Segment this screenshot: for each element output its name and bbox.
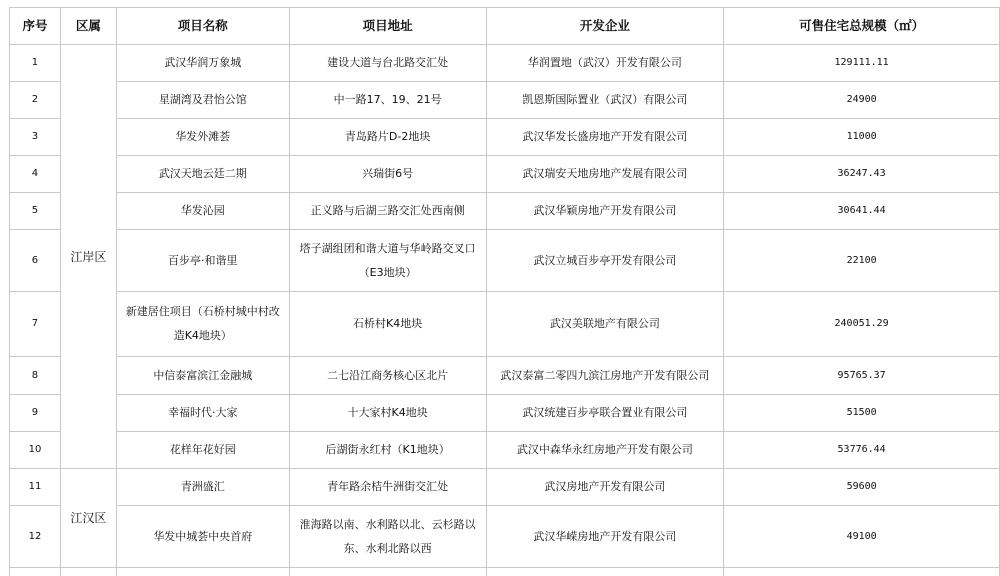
cell-project-address: 兴瑞街6号	[289, 156, 486, 193]
header-project-address: 项目地址	[289, 8, 486, 45]
cell-project-address: 正义路与后湖三路交汇处西南侧	[289, 193, 486, 230]
cell-index: 7	[10, 292, 61, 357]
cell-project-name: 华发沁园	[116, 193, 289, 230]
cell-project-name: 华发中城荟中央首府	[116, 506, 289, 568]
cell-project-address: 淮海路以南、水利路以北、云杉路以东、水利北路以西	[289, 506, 486, 568]
cell-project-name: 新建居住项目（石桥村城中村改造K4地块）	[116, 292, 289, 357]
cell-empty	[289, 568, 486, 576]
header-row	[10, 8, 1000, 45]
cell-project-address: 石桥村K4地块	[289, 292, 486, 357]
table-row	[10, 506, 1000, 568]
table-row	[10, 469, 1000, 506]
cell-developer: 武汉泰富二零四九滨江房地产开发有限公司	[486, 357, 724, 395]
cell-empty	[724, 568, 1000, 576]
cell-developer: 武汉华嵘房地产开发有限公司	[486, 506, 724, 568]
cell-empty	[10, 568, 61, 576]
table-row	[10, 432, 1000, 469]
cell-index: 3	[10, 119, 61, 156]
header-district: 区属	[60, 8, 116, 45]
table-row	[10, 156, 1000, 193]
cell-developer: 华润置地（武汉）开发有限公司	[486, 45, 724, 82]
cell-project-name: 华发外滩荟	[116, 119, 289, 156]
cell-project-name: 中信泰富滨江金融城	[116, 357, 289, 395]
cell-area: 36247.43	[724, 156, 1000, 193]
cell-project-address: 塔子湖组团和谐大道与华岭路交叉口（E3地块）	[289, 230, 486, 292]
table-row	[10, 357, 1000, 395]
cell-developer: 武汉华颖房地产开发有限公司	[486, 193, 724, 230]
header-index: 序号	[10, 8, 61, 45]
cell-project-name: 花样年花好园	[116, 432, 289, 469]
cell-project-name: 武汉华润万象城	[116, 45, 289, 82]
cell-index: 9	[10, 395, 61, 432]
cell-project-address: 后湖街永红村（K1地块）	[289, 432, 486, 469]
cell-area: 129111.11	[724, 45, 1000, 82]
project-table	[9, 7, 1000, 576]
header-saleable-area: 可售住宅总规模（㎡）	[724, 8, 1000, 45]
cell-project-name: 星湖湾及君怡公馆	[116, 82, 289, 119]
cell-area: 22100	[724, 230, 1000, 292]
cell-index: 1	[10, 45, 61, 82]
table-row	[10, 292, 1000, 357]
cell-district: 江汉区	[60, 469, 116, 568]
cell-district: 江岸区	[60, 45, 116, 469]
cell-developer: 武汉华发长盛房地产开发有限公司	[486, 119, 724, 156]
cell-index: 12	[10, 506, 61, 568]
table-row	[10, 568, 1000, 576]
cell-index: 8	[10, 357, 61, 395]
table-row	[10, 45, 1000, 82]
cell-empty	[116, 568, 289, 576]
cell-project-address: 二七沿江商务核心区北片	[289, 357, 486, 395]
cell-project-name: 青洲盛汇	[116, 469, 289, 506]
cell-project-name: 百步亭·和谐里	[116, 230, 289, 292]
cell-project-address: 青年路余桔牛洲街交汇处	[289, 469, 486, 506]
cell-project-address: 中一路17、19、21号	[289, 82, 486, 119]
cell-index: 5	[10, 193, 61, 230]
cell-project-address: 建设大道与台北路交汇处	[289, 45, 486, 82]
cell-index: 2	[10, 82, 61, 119]
cell-project-address: 十大家村K4地块	[289, 395, 486, 432]
cell-developer: 武汉房地产开发有限公司	[486, 469, 724, 506]
cell-index: 10	[10, 432, 61, 469]
cell-project-name: 武汉天地云廷二期	[116, 156, 289, 193]
cell-area: 11000	[724, 119, 1000, 156]
cell-developer: 武汉中森华永红房地产开发有限公司	[486, 432, 724, 469]
cell-project-name: 幸福时代·大家	[116, 395, 289, 432]
cell-index: 6	[10, 230, 61, 292]
cell-area: 95765.37	[724, 357, 1000, 395]
cell-developer: 武汉瑞安天地房地产发展有限公司	[486, 156, 724, 193]
table-row	[10, 193, 1000, 230]
cell-developer: 武汉立城百步亭开发有限公司	[486, 230, 724, 292]
cell-area: 49100	[724, 506, 1000, 568]
table-row	[10, 395, 1000, 432]
cell-developer: 武汉美联地产有限公司	[486, 292, 724, 357]
table-row	[10, 82, 1000, 119]
cell-index: 4	[10, 156, 61, 193]
cell-area: 24900	[724, 82, 1000, 119]
cell-project-address: 青岛路片D-2地块	[289, 119, 486, 156]
cell-area: 53776.44	[724, 432, 1000, 469]
cell-developer: 凯恩斯国际置业（武汉）有限公司	[486, 82, 724, 119]
cell-developer: 武汉统建百步亭联合置业有限公司	[486, 395, 724, 432]
table-row	[10, 119, 1000, 156]
header-developer: 开发企业	[486, 8, 724, 45]
cell-area: 30641.44	[724, 193, 1000, 230]
cell-area: 240051.29	[724, 292, 1000, 357]
cell-area: 51500	[724, 395, 1000, 432]
cell-empty	[60, 568, 116, 576]
cell-area: 59600	[724, 469, 1000, 506]
table-row	[10, 230, 1000, 292]
header-project-name: 项目名称	[116, 8, 289, 45]
cell-empty	[486, 568, 724, 576]
cell-index: 11	[10, 469, 61, 506]
